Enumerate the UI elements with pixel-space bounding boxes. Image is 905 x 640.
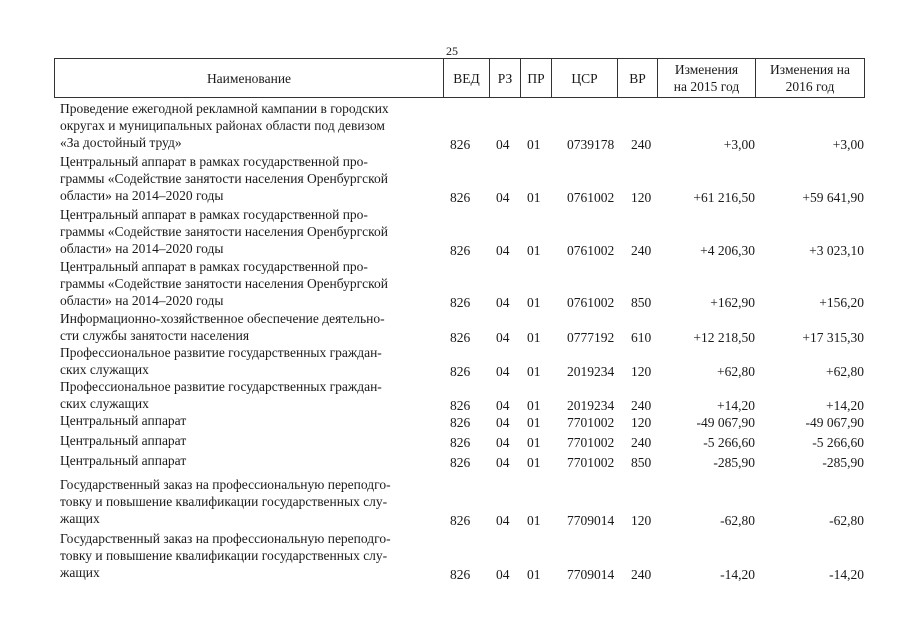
row-change-2015: -285,90 [713, 455, 755, 470]
row-vr: 120 [631, 513, 652, 528]
row-vr: 240 [631, 398, 652, 413]
row-rz: 04 [496, 364, 510, 379]
row-csr: 0739178 [567, 137, 615, 152]
row-change-2015: +3,00 [723, 137, 755, 152]
row-pr: 01 [527, 513, 541, 528]
table-row [0, 432, 905, 449]
row-rz: 04 [496, 415, 510, 430]
row-change-2015: +4 206,30 [700, 243, 755, 258]
header-ved: ВЕД [444, 59, 490, 97]
header-vr: ВР [618, 59, 658, 97]
table-row [0, 344, 905, 378]
row-rz: 04 [496, 137, 510, 152]
row-name: Государственный заказ на профессиональную переподго- товку и повышение квалификации государственных слу- жащих [60, 477, 391, 526]
table-row [0, 378, 905, 412]
row-vr: 120 [631, 364, 652, 379]
row-rz: 04 [496, 398, 510, 413]
row-csr: 7701002 [567, 455, 615, 470]
row-pr: 01 [527, 364, 541, 379]
row-csr: 0777192 [567, 330, 615, 345]
row-ved: 826 [450, 190, 471, 205]
row-name: Государственный заказ на профессиональную переподго- товку и повышение квалификации государственных слу- жащих [60, 531, 391, 580]
row-change-2015: +162,90 [710, 295, 755, 310]
row-pr: 01 [527, 295, 541, 310]
row-csr: 0761002 [567, 190, 615, 205]
header-rz: РЗ [490, 59, 521, 97]
table-row [0, 452, 905, 469]
row-change-2015: +62,80 [717, 364, 755, 379]
row-csr: 2019234 [567, 364, 615, 379]
row-rz: 04 [496, 435, 510, 450]
row-change-2015: -62,80 [720, 513, 755, 528]
table-row [0, 258, 905, 309]
row-rz: 04 [496, 243, 510, 258]
row-pr: 01 [527, 435, 541, 450]
row-pr: 01 [527, 190, 541, 205]
row-change-2016: -49 067,90 [805, 415, 864, 430]
row-change-2016: -62,80 [829, 513, 864, 528]
row-change-2016: +156,20 [819, 295, 864, 310]
row-ved: 826 [450, 513, 471, 528]
row-vr: 240 [631, 567, 652, 582]
row-ved: 826 [450, 567, 471, 582]
row-ved: 826 [450, 415, 471, 430]
row-name: Центральный аппарат в рамках государственной про- граммы «Содействие занятости населения Оренбургской области» на 2014–2020 годы [60, 154, 389, 203]
row-vr: 240 [631, 137, 652, 152]
table-row [0, 412, 905, 429]
row-name: Профессиональное развитие государственных граждан- ских служащих [60, 345, 382, 377]
row-change-2016: +59 641,90 [802, 190, 864, 205]
row-vr: 240 [631, 435, 652, 450]
header-changes-2016: Изменения на 2016 год [770, 62, 850, 94]
row-vr: 610 [631, 330, 652, 345]
row-csr: 0761002 [567, 243, 615, 258]
row-csr: 7709014 [567, 513, 615, 528]
row-change-2016: +3,00 [832, 137, 864, 152]
row-name: Центральный аппарат в рамках государственной про- граммы «Содействие занятости населения Оренбургской области» на 2014–2020 годы [60, 207, 389, 256]
row-change-2016: +3 023,10 [809, 243, 864, 258]
row-change-2015: -49 067,90 [696, 415, 755, 430]
header-csr: ЦСР [552, 59, 618, 97]
row-pr: 01 [527, 243, 541, 258]
row-change-2016: -5 266,60 [812, 435, 864, 450]
row-change-2016: +14,20 [826, 398, 864, 413]
row-change-2016: +62,80 [826, 364, 864, 379]
row-rz: 04 [496, 567, 510, 582]
row-ved: 826 [450, 435, 471, 450]
row-change-2016: -14,20 [829, 567, 864, 582]
row-rz: 04 [496, 455, 510, 470]
row-ved: 826 [450, 243, 471, 258]
table-row [0, 530, 905, 581]
table-row [0, 100, 905, 151]
row-pr: 01 [527, 137, 541, 152]
row-rz: 04 [496, 190, 510, 205]
row-csr: 2019234 [567, 398, 615, 413]
row-vr: 850 [631, 455, 652, 470]
row-rz: 04 [496, 295, 510, 310]
table-row [0, 153, 905, 204]
row-change-2015: +14,20 [717, 398, 755, 413]
header-pr: ПР [521, 59, 552, 97]
row-change-2015: +61 216,50 [693, 190, 755, 205]
row-name: Информационно-хозяйственное обеспечение деятельно- сти службы занятости населения [60, 311, 385, 343]
row-vr: 850 [631, 295, 652, 310]
row-csr: 7701002 [567, 415, 615, 430]
row-name: Проведение ежегодной рекламной кампании в городских округах и муниципальных районах области под девизом «За достойный труд» [60, 101, 389, 150]
row-vr: 120 [631, 190, 652, 205]
row-change-2016: +17 315,30 [802, 330, 864, 345]
row-ved: 826 [450, 330, 471, 345]
row-pr: 01 [527, 567, 541, 582]
row-name: Центральный аппарат [60, 453, 187, 468]
row-change-2015: -5 266,60 [703, 435, 755, 450]
row-name: Центральный аппарат [60, 433, 187, 448]
row-change-2016: -285,90 [822, 455, 864, 470]
row-pr: 01 [527, 415, 541, 430]
page-number: 25 [446, 44, 458, 58]
row-csr: 7701002 [567, 435, 615, 450]
table-row [0, 310, 905, 344]
row-name: Центральный аппарат [60, 413, 187, 428]
table-row [0, 206, 905, 257]
row-name: Профессиональное развитие государственных граждан- ских служащих [60, 379, 382, 411]
row-vr: 240 [631, 243, 652, 258]
row-vr: 120 [631, 415, 652, 430]
row-ved: 826 [450, 455, 471, 470]
row-csr: 0761002 [567, 295, 615, 310]
table-row [0, 476, 905, 527]
row-name: Центральный аппарат в рамках государственной про- граммы «Содействие занятости населения Оренбургской области» на 2014–2020 годы [60, 259, 389, 308]
row-rz: 04 [496, 513, 510, 528]
row-pr: 01 [527, 398, 541, 413]
table-header [54, 58, 865, 98]
row-ved: 826 [450, 295, 471, 310]
row-change-2015: -14,20 [720, 567, 755, 582]
header-name: Наименование [55, 59, 444, 97]
row-pr: 01 [527, 330, 541, 345]
row-rz: 04 [496, 330, 510, 345]
row-ved: 826 [450, 398, 471, 413]
row-ved: 826 [450, 137, 471, 152]
row-csr: 7709014 [567, 567, 615, 582]
row-ved: 826 [450, 364, 471, 379]
row-change-2015: +12 218,50 [693, 330, 755, 345]
row-pr: 01 [527, 455, 541, 470]
header-changes-2015: Изменения на 2015 год [658, 59, 756, 97]
